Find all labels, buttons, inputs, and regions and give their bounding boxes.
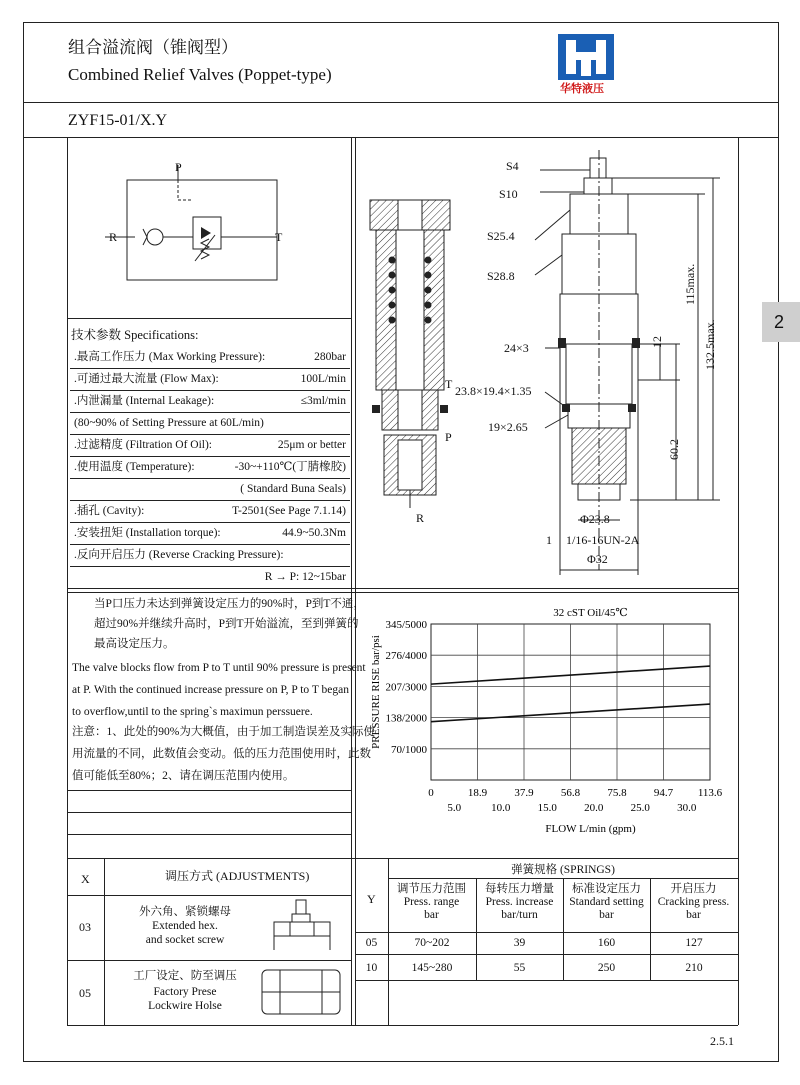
spec-label: .最高工作压力 (Max Working Pressure): [74,351,266,363]
divider [104,858,105,1025]
dim-h60: 60.2 [667,439,681,460]
spec-value: -30~+110℃(丁腈橡胶) [234,461,346,473]
dim-h115: 115max. [683,263,697,305]
spec-row [70,566,350,589]
chart-x-tick: 37.9 [514,787,534,799]
symbol-port-p: P [175,160,182,174]
springs-header-cell: bar [424,909,439,921]
adjust-en: Lockwire Holse [148,1000,222,1012]
springs-cell: 145~280 [411,962,453,974]
description-line: 当P口压力未达到弹簧设定压力的90%时，P到T不通， [94,598,365,610]
spec-label: .安装扭矩 (Installation torque): [74,527,221,539]
dim-s10: S10 [499,187,518,201]
divider [67,960,351,961]
chart-y-tick: 207/3000 [385,681,427,694]
spec-row [70,544,350,567]
spec-row [70,368,350,391]
chart-title: 32 cST Oil/45℃ [553,607,628,619]
title-en: Combined Relief Valves (Poppet-type) [68,65,332,84]
chart-x-tick-gpm: 10.0 [491,802,511,814]
spec-label: .可通过最大流量 (Flow Max): [74,373,219,385]
springs-header-cell: 标准设定压力 [572,883,641,895]
page-tab-label: 2 [774,312,785,332]
springs-header-cell: bar/turn [501,909,538,921]
springs-row-code: 05 [365,937,378,949]
springs-cell: 39 [513,937,526,949]
divider [67,858,738,859]
springs-header-cell: Standard setting [569,896,644,908]
dim-s28: S28.8 [487,269,515,283]
adjust-code: 05 [79,986,91,1000]
chart-x-tick-gpm: 20.0 [584,802,604,814]
spec-value: 44.9~50.3Nm [282,527,346,539]
spec-value: ( Standard Buna Seals) [240,483,346,495]
adjust-en: and socket screw [145,934,225,946]
section-port-p: P [445,430,452,444]
spec-value: 280bar [314,351,346,363]
divider [355,954,738,955]
chart-x-tick-gpm: 5.0 [447,802,462,814]
spec-row [70,500,350,523]
dim-s25: S25.4 [487,229,515,243]
dim-h132: 132.5max. [703,319,717,370]
springs-title: 弹簧规格 (SPRINGS) [511,864,615,876]
dim-thread-unf: 1/16-16UN-2A [566,533,640,547]
valve-section-drawing [368,190,458,510]
chart-y-tick: 276/4000 [385,650,427,663]
dim-oring-24: 24×3 [504,341,529,355]
chart-y-tick: 345/5000 [385,619,427,631]
chart-x-tick: 94.7 [653,787,674,799]
spec-row [70,390,350,413]
spec-value: 25μm or better [277,439,346,451]
divider [355,980,738,981]
section-port-t: T [445,377,453,391]
springs-header-cell: bar [599,909,614,921]
spec-value: 100L/min [300,373,346,385]
adjust-cn: 工厂设定、防至调压 [133,970,237,982]
chart-x-tick: 113.6 [697,787,723,799]
company-logo [556,30,616,100]
springs-header-cell: bar [686,909,701,921]
springs-row-code: 10 [365,962,378,974]
chart-x-tick-gpm: 15.0 [537,802,557,814]
springs-header-cell: 每转压力增量 [485,883,554,895]
divider [67,790,351,791]
springs-header-cell: 开启压力 [670,883,717,895]
logo-text: 华特液压 [560,82,604,95]
dim-dia-32: Φ32 [587,552,608,566]
description-line: at P. With the continued increase pressure on P, P to T began [72,684,349,696]
adjust-cn: 外六角、紧锁螺母 [139,906,231,918]
spec-label: .内泄漏量 (Internal Leakage): [74,395,215,407]
spec-label: .插孔 (Cavity): [74,505,145,517]
description-line: 值可能低至80%；2、请在调压范围内使用。 [72,770,295,782]
page-tab [762,302,800,342]
chart-x-tick: 18.9 [467,787,488,799]
specs-heading: 技术参数 Specifications: [71,328,199,342]
hex-screw-icon [268,898,338,953]
adjust-title: 调压方式 (ADJUSTMENTS) [165,869,310,883]
factory-preset-cap-icon [258,966,344,1018]
springs-cell: 55 [513,962,526,974]
divider [67,834,351,835]
adjust-en: Extended hex. [152,920,218,932]
symbol-port-t: T [275,230,283,244]
chart-xlabel: FLOW L/min (gpm) [545,823,636,835]
springs-cell: 210 [685,962,703,974]
divider [67,1025,738,1026]
spec-label: .使用温度 (Temperature): [74,461,195,473]
dim-s4: S4 [506,159,519,173]
springs-header-cell: 调节压力范围 [397,883,466,895]
description-line: The valve blocks flow from P to T until 90% pressure is present [72,662,366,674]
spec-row [70,346,350,369]
spec-row [70,522,350,545]
chart-ylabel: PRESSURE RISE bar/psi [370,635,382,749]
adjust-en: Factory Prese [153,986,217,998]
spec-row [70,434,350,457]
divider [351,858,352,1025]
title-cn: 组合溢流阀（锥阀型） [68,38,238,57]
divider [67,592,738,593]
spec-label: (80~90% of Setting Pressure at 60L/min) [74,417,264,429]
springs-cell: 70~202 [414,937,450,949]
chart-x-tick: 75.8 [607,787,627,799]
spec-value: ≤3ml/min [300,395,346,407]
description-line: 注意：1、此处的90%为大概值，由于加工制造误差及实际使 [72,726,375,738]
spec-label: .反向开启压力 (Reverse Cracking Pressure): [74,549,284,561]
hydraulic-symbol-diagram [105,155,305,285]
spec-value: R → P: 12~15bar [264,571,346,583]
section-port-r: R [416,511,425,525]
description-line: 用流量的不同，此数值会变动。低的压力范围使用时，此数 [72,748,371,760]
chart-x-tick: 0 [428,787,434,799]
spec-row [70,478,350,501]
springs-header-cell: Press. increase [485,896,554,908]
divider [67,812,351,813]
divider [67,895,351,896]
dim-thread-prefix: 1 [546,533,552,547]
divider [738,858,739,1025]
divider [23,137,779,138]
chart-y-tick: 138/2000 [385,712,427,725]
divider [67,318,351,319]
divider [23,102,779,103]
description-line: 超过90%并继续升高时，P到T开始溢流，至到弹簧的 [94,618,359,630]
chart-x-tick-gpm: 25.0 [630,802,650,814]
spec-label: .过滤精度 (Filtration Of Oil): [74,439,212,451]
adjust-col-x: X [81,872,90,886]
page-number: 2.5.1 [710,1034,734,1048]
divider [738,137,739,862]
dim-dia-23: Φ23.8 [580,512,610,526]
divider [67,137,68,862]
dim-oring-19: 19×2.65 [488,420,528,434]
chart-x-tick-gpm: 30.0 [677,802,697,814]
springs-col-y: Y [367,892,376,906]
springs-header-cell: Cracking press. [657,896,730,908]
chart-svg [355,600,738,845]
dim-thread-23: 23.8×19.4×1.35 [455,384,532,398]
adjust-code: 03 [79,920,91,934]
springs-cell: 127 [685,937,703,949]
dim-h12: 12 [650,336,664,348]
description-line: 最高设定压力。 [94,638,175,650]
chart-x-tick: 56.8 [560,787,581,799]
spec-value: T-2501(See Page 7.1.14) [232,505,346,517]
spec-row [70,412,350,435]
symbol-port-r: R [109,230,118,244]
springs-header-cell: Press. range [403,896,460,908]
springs-cell: 250 [597,962,616,974]
divider [355,932,738,933]
description-line: to overflow,until to the spring`s maximun perssuere. [72,706,313,718]
divider [67,858,68,1025]
model-code: ZYF15-01/X.Y [68,112,168,129]
pressure-flow-chart [355,600,738,845]
springs-cell: 160 [597,937,616,949]
chart-y-tick: 70/1000 [390,743,427,756]
spec-row [70,456,350,479]
